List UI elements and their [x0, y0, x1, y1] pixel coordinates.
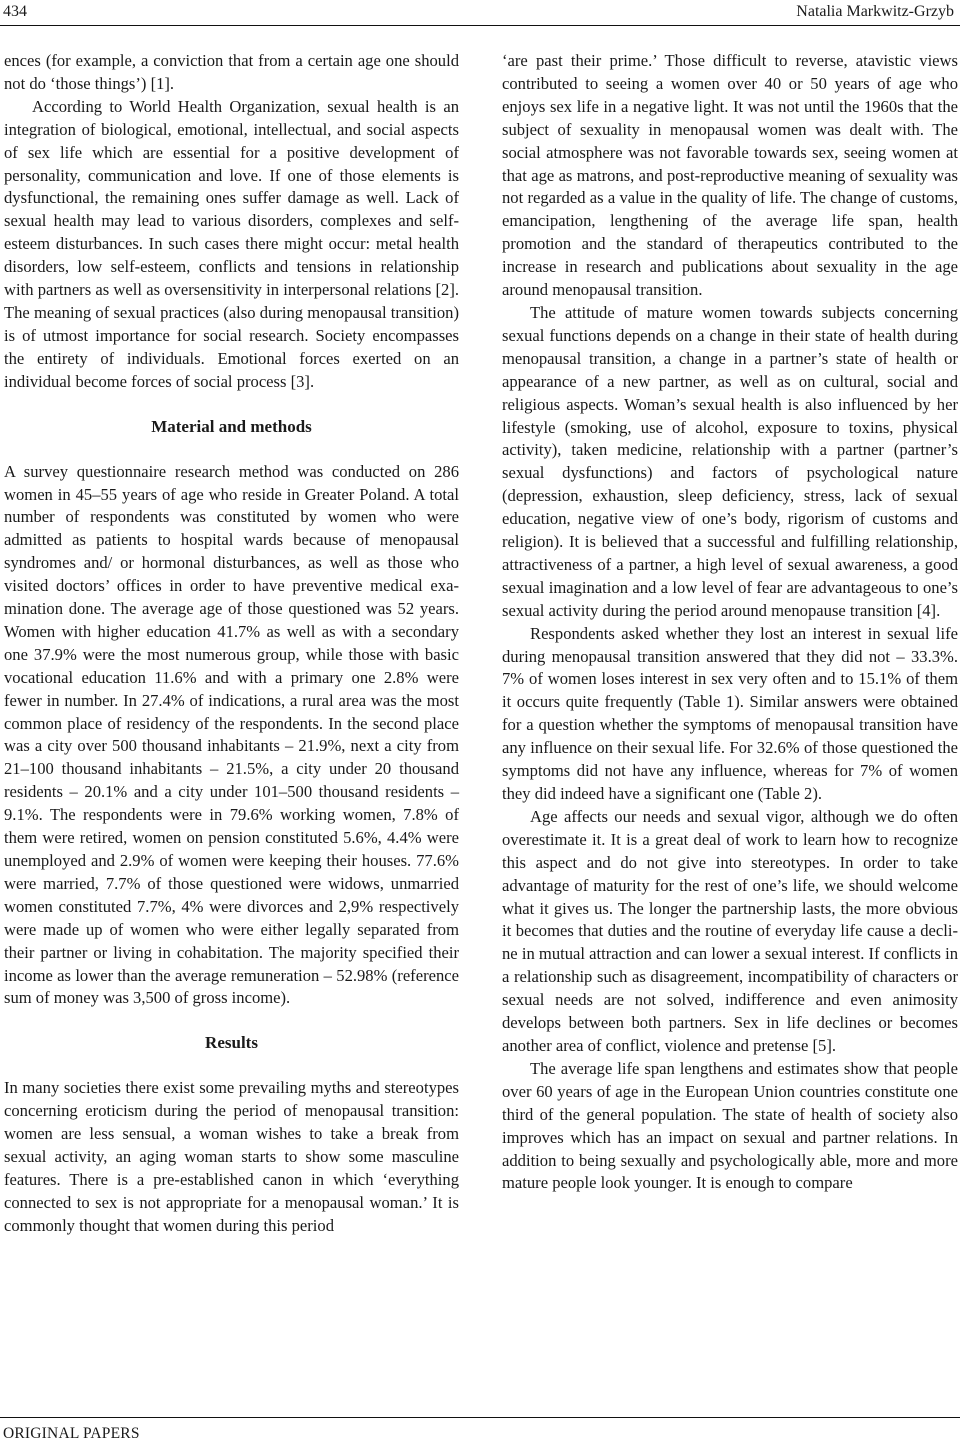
paragraph: ‘are past their prime.’ Those difficult to reverse, atavistic views contributed to seeing a women over 40 or 50 years of age who enjoys sex life in a negative light. It was not until the 1960s that the subject of sexuality in menopausal women was dealt with. The social atmosphere was not favorable towards sex, seeing women at that age as matrons, and post-reproductive meaning of sexuality was not regarded as a value in the quality of life. The change of customs, emancipation, lengthening of the average life span, health promotion and the standard of therapeutics contributed to the increase in research and publications about sexuality in the age around menopausal transition.	[502, 51, 958, 300]
paragraph: The attitude of mature women towards subjects concerning sexual functions depends on a change in their state of health during menopausal transition, a change in a partner’s state of health or appearance of a new partner, as well as on cultural, social and religious aspects. Woman’s sexual health is also influenced by her lifestyle (smoking, use of alcohol, exposure to toxins, physical activity), taken medicine, relationship with a partner (partner’s sexual dysfunctions) and factors of psychological nature (depression, exhaustion, sleep deficiency, stress, lack of sexual education, negative view of one’s body, rigorism of customs and religion). It is believed that a successful and fulfilling relationship, attractiveness of a partner, a high level of sexual awareness, a good sexual imagination and a low level of fear are advantageous to one’s sexual activity during the period around menopause transition [4].	[502, 302, 958, 620]
left-column	[4, 50, 459, 1238]
right-column	[502, 50, 958, 1195]
running-author: Natalia Markwitz-Grzyb	[796, 3, 954, 20]
paragraph: Respondents asked whether they lost an interest in sexual life during menopausal transition answered that they did not – 33.3%. 7% of women loses interest in sex very often and to 15.1% of them it occurs quite frequently (Table 1). Similar answers were obtained for a question whether the symptoms of menopausal transition have any influence on their sexual life. For 32.6% of those questioned the symptoms did not have any influence, whereas for 7% of women they did indeed have a significant one (Table 2).	[502, 623, 958, 803]
paragraph: In many societies there exist some prevailing myths and stereotypes concerning eroticism during the period of menopausal transition: women are less sensual, a woman wishes to take a break from sexual activity, an aging woman starts to show some masculine features. There is a pre-established canon in which ‘everything connected to sex is not appropriate for a menopausal woman.’ It is commonly thought that women during this period	[4, 1078, 459, 1235]
paragraph: A survey questionnaire research method was conducted on 286 women in 45–55 years of age who reside in Greater Poland. A total number of respondents was constituted by women who were admitted as patients to hospital wards because of menopausal syndromes and/ or hormonal disturbances, as well as those who visited doctors’ offices in order to have preventive medical examination done. The average age of those questioned was 52 years. Women with higher education 41.7% as well as with a secondary one 37.9% were the most numerous group, while those with basic vocational education 11.6% and with a primary one 2.8% were fewer in number. In 27.4% of indications, a rural area was the most common place of residency of the respondents. In the second place was a city over 500 thousand inhabitants – 21.9%, next a city from 21–100 thousand inhabitants – 21.5%, a city under 20 thousand residents – 20.1% and a city under 101–500 thousand residents – 9.1%. The respondents were in 79.6% working women, 7.8% of them were retired, women on pension constituted 5.6%, 4.4% were unemployed and 2.9% of women were keeping their houses. 77.6% were married, 7.7% of those questioned were widows, unmarried women constituted 7.7%, 4% were divorces and 2,9% respectively were made up of women who were either legally separated from their partner or living in cohabitation. The majority specified their income as lower than the average remuneration – 52.98% (reference sum of money was 3,500 of gross income).	[4, 461, 459, 1008]
footer-rule	[0, 1417, 960, 1418]
section-heading-results: Results	[205, 1033, 258, 1053]
page-number: 434	[3, 3, 27, 20]
header-rule	[0, 25, 960, 26]
running-header	[0, 0, 960, 28]
paragraph: ences (for example, a conviction that from a certain age one should not do ‘those things’) [1].	[4, 51, 459, 93]
paragraph: The average life span lengthens and estimates show that people over 60 years of age in the European Union countries constitute one third of the general population. The state of health of society also improves which has an impact on sexual and partner relations. In addition to being sexually and psychologically able, more and more mature people look younger. It is enough to compare	[502, 1058, 958, 1193]
section-heading-methods: Material and methods	[151, 416, 312, 436]
footer-section-label: ORIGINAL PAPERS	[3, 1425, 140, 1442]
paragraph: According to World Health Organization, sexual health is an integration of biological, emotional, intellectual, and social aspects of sex life which are essential for a positive development of personality, communication and love. If one of those elements is dysfunctional, the remaining ones suffer damage as well. Lack of sexual health may lead to various disorders, complexes and self-esteem disturbances. In such cases there might occur: metal health disorders, low self-esteem, conflicts and tensions in relationship with partners as well as oversensitivity in interpersonal relations [2]. The meaning of sexual practices (also during menopausal transition) is of utmost importance for social research. Society encompasses the entirety of individuals. Emotional forces exerted on an individual become forces of social process [3].	[4, 96, 459, 391]
paragraph: Age affects our needs and sexual vigor, although we do often overestimate it. It is a great deal of work to learn how to recognize this aspect and do not give into stereotypes. In order to take advantage of maturity for the rest of one’s life, we should welcome what it gives us. The longer the partnership lasts, the more obvious it becomes that duties and the routine of everyday life cause a decline in mutual attraction and can lower a sexual interest. If conflicts in a relationship such as disagreement, incompatibility of characters or sexual needs are not solved, indifference and even animosity develops between both partners. Sex in life declines or becomes another area of conflict, violence and pretense [5].	[502, 806, 958, 1055]
